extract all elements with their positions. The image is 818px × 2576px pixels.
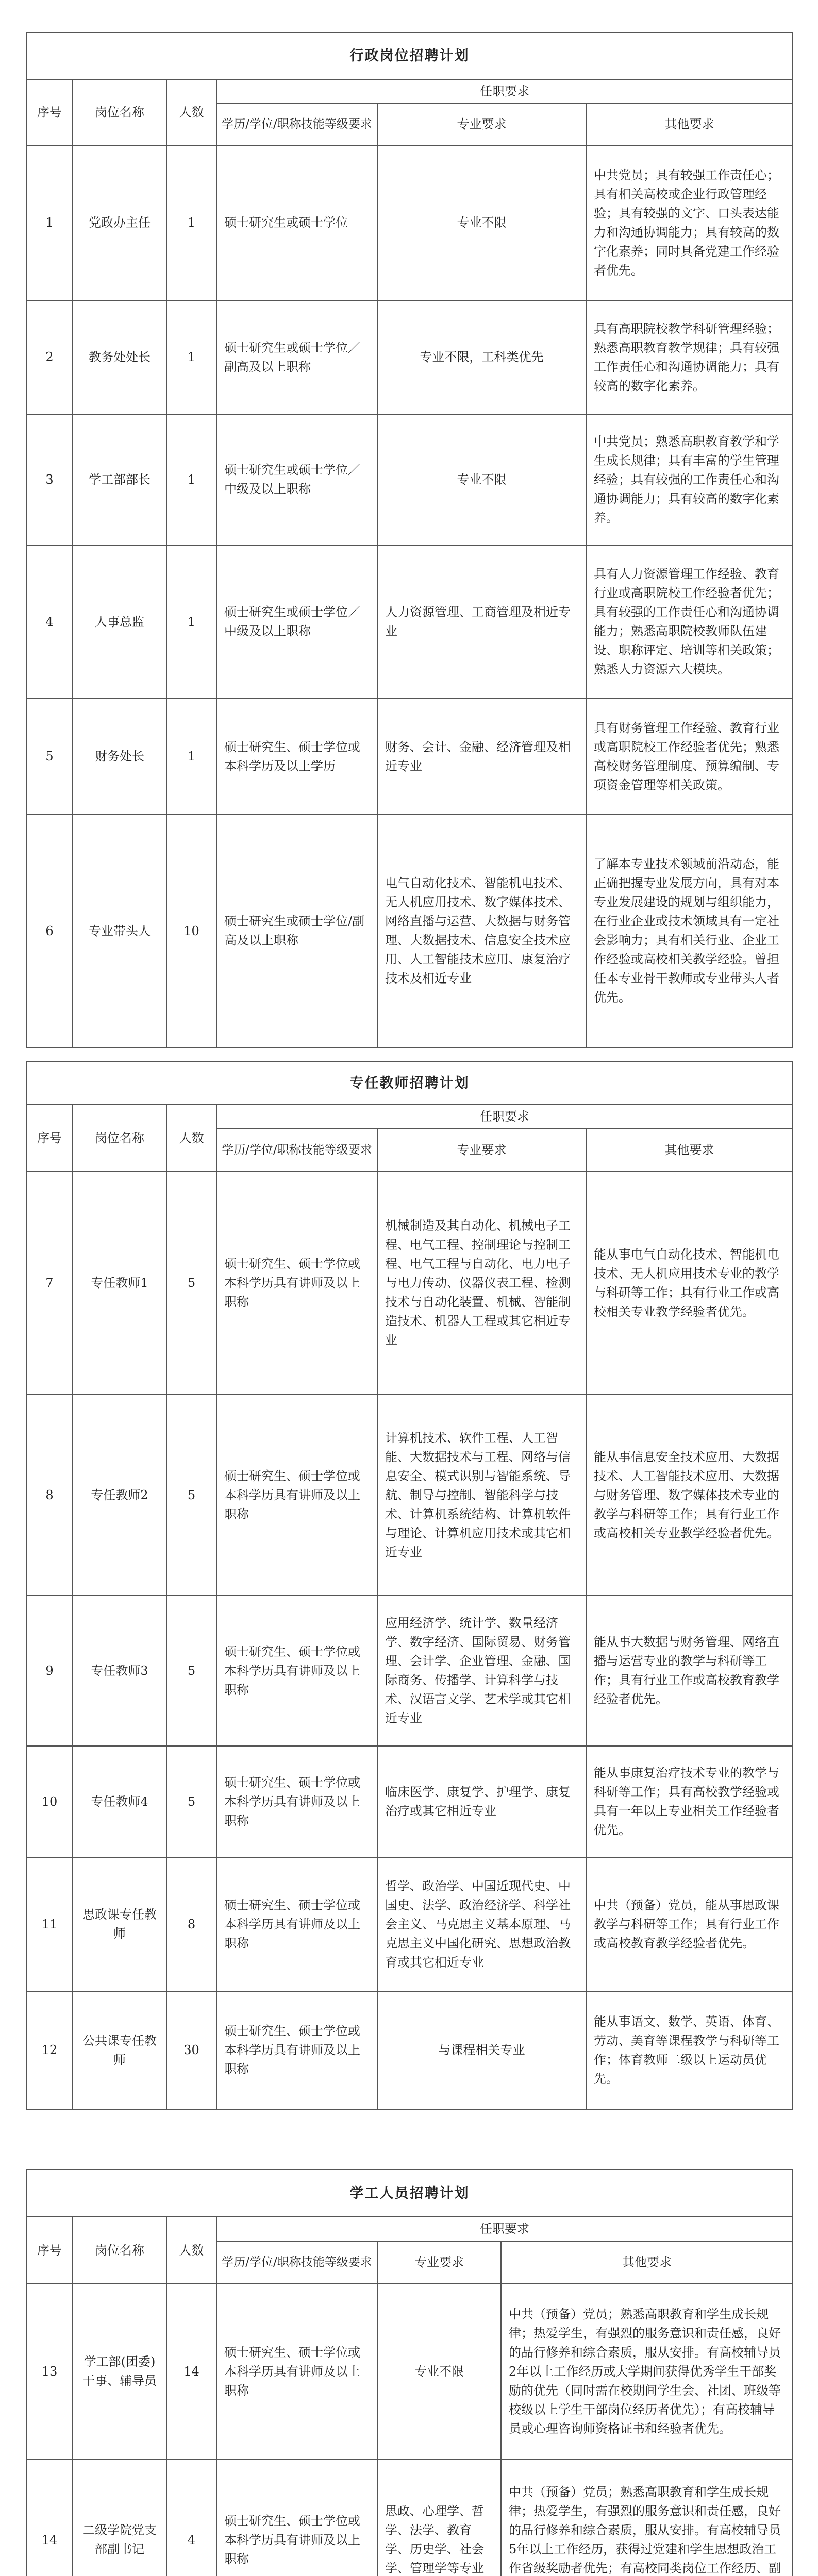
table-row bbox=[26, 2284, 793, 2459]
col-education: 学历/学位/职称技能等级要求 bbox=[216, 1129, 377, 1172]
col-major: 专业要求 bbox=[377, 2241, 501, 2284]
col-count: 人数 bbox=[166, 1105, 216, 1172]
row-education: 硕士研究生、硕士学位或本科学历具有讲师及以上职称 bbox=[216, 1172, 377, 1395]
col-seq: 序号 bbox=[26, 2217, 73, 2284]
row-count: 10 bbox=[166, 815, 216, 1047]
row-position: 专任教师3 bbox=[73, 1596, 166, 1746]
col-qualification: 任职要求 bbox=[216, 79, 793, 104]
row-position: 思政课专任教师 bbox=[73, 1857, 166, 1991]
col-other: 其他要求 bbox=[586, 104, 793, 145]
row-position: 人事总监 bbox=[73, 545, 166, 699]
row-count: 1 bbox=[166, 545, 216, 699]
row-position: 学工部部长 bbox=[73, 414, 166, 545]
row-position: 财务处长 bbox=[73, 699, 166, 815]
col-count: 人数 bbox=[166, 2217, 216, 2284]
row-count: 5 bbox=[166, 1746, 216, 1857]
col-other: 其他要求 bbox=[501, 2241, 793, 2284]
row-position: 学工部(团委)干事、辅导员 bbox=[73, 2284, 166, 2459]
row-other: 能从事语文、数学、英语、体育、劳动、美育等课程教学与科研等工作；体育教师二级以上运动员优先。 bbox=[586, 1991, 793, 2109]
row-major: 临床医学、康复学、护理学、康复治疗或其它相近专业 bbox=[377, 1746, 586, 1857]
row-major: 应用经济学、统计学、数量经济学、数字经济、国际贸易、财务管理、会计学、企业管理、金融、国际商务、传播学、计算科学与技术、汉语言文学、艺术学或其它相近专业 bbox=[377, 1596, 586, 1746]
row-seq: 4 bbox=[26, 545, 73, 699]
table-row bbox=[26, 1991, 793, 2109]
row-count: 5 bbox=[166, 1172, 216, 1395]
row-seq: 8 bbox=[26, 1395, 73, 1596]
table-row bbox=[26, 815, 793, 1047]
col-qualification: 任职要求 bbox=[216, 2217, 793, 2241]
row-other: 能从事信息安全技术应用、大数据技术、人工智能技术应用、大数据与财务管理、数字媒体技术专业的教学与科研等工作；具有行业工作或高校相关专业教学经验者优先。 bbox=[586, 1395, 793, 1596]
row-education: 硕士研究生或硕士学位 bbox=[216, 145, 377, 300]
row-seq: 12 bbox=[26, 1991, 73, 2109]
table-title: 专任教师招聘计划 bbox=[26, 1062, 793, 1105]
row-education: 硕士研究生、硕士学位或本科学历具有讲师及以上职称 bbox=[216, 2284, 377, 2459]
row-other: 中共党员；具有较强工作责任心；具有相关高校或企业行政管理经验；具有较强的文字、口头表达能力和沟通协调能力；具有较高的数字化素养；同时具备党建工作经验者优先。 bbox=[586, 145, 793, 300]
row-other: 具有高职院校教学科研管理经验；熟悉高职教育教学规律；具有较强工作责任心和沟通协调能力；具有较高的数字化素养。 bbox=[586, 300, 793, 414]
col-education: 学历/学位/职称技能等级要求 bbox=[216, 2241, 377, 2284]
row-count: 4 bbox=[166, 2459, 216, 2576]
row-count: 5 bbox=[166, 1596, 216, 1746]
row-seq: 2 bbox=[26, 300, 73, 414]
row-education: 硕士研究生或硕士学位／中级及以上职称 bbox=[216, 545, 377, 699]
row-seq: 3 bbox=[26, 414, 73, 545]
row-count: 8 bbox=[166, 1857, 216, 1991]
row-count: 1 bbox=[166, 414, 216, 545]
row-seq: 5 bbox=[26, 699, 73, 815]
admin-recruitment-table bbox=[26, 32, 792, 1048]
col-qualification: 任职要求 bbox=[216, 1105, 793, 1129]
row-major: 财务、会计、金融、经济管理及相近专业 bbox=[377, 699, 586, 815]
col-education: 学历/学位/职称技能等级要求 bbox=[216, 104, 377, 145]
row-count: 1 bbox=[166, 300, 216, 414]
table-row bbox=[26, 2459, 793, 2576]
table-row bbox=[26, 300, 793, 414]
row-other: 中共党员；熟悉高职教育教学和学生成长规律；具有丰富的学生管理经验；具有较强的工作责任心和沟通协调能力；具有较高的数字化素养。 bbox=[586, 414, 793, 545]
row-seq: 11 bbox=[26, 1857, 73, 1991]
row-position: 公共课专任教师 bbox=[73, 1991, 166, 2109]
row-major: 与课程相关专业 bbox=[377, 1991, 586, 2109]
row-seq: 6 bbox=[26, 815, 73, 1047]
row-major: 专业不限 bbox=[377, 145, 586, 300]
col-position: 岗位名称 bbox=[73, 1105, 166, 1172]
table-title: 学工人员招聘计划 bbox=[26, 2170, 793, 2217]
table-row bbox=[26, 414, 793, 545]
row-count: 1 bbox=[166, 145, 216, 300]
row-other: 能从事电气自动化技术、智能机电技术、无人机应用技术专业的教学与科研等工作；具有行业工作或高校相关专业教学经验者优先。 bbox=[586, 1172, 793, 1395]
row-other: 了解本专业技术领域前沿动态，能正确把握专业发展方向，具有对本专业发展建设的规划与组织能力，在行业企业或技术领域具有一定社会影响力；具有相关行业、企业工作经验或高校相关教学经验。曾担任本专业骨干教师或专业带头人者优先。 bbox=[586, 815, 793, 1047]
teacher-recruitment-table bbox=[26, 1061, 792, 2110]
row-education: 硕士研究生、硕士学位或本科学历具有讲师及以上职称 bbox=[216, 1395, 377, 1596]
row-education: 硕士研究生、硕士学位或本科学历具有讲师及以上职称 bbox=[216, 1746, 377, 1857]
row-position: 专任教师1 bbox=[73, 1172, 166, 1395]
row-position: 党政办主任 bbox=[73, 145, 166, 300]
row-major: 专业不限，工科类优先 bbox=[377, 300, 586, 414]
row-count: 1 bbox=[166, 699, 216, 815]
table-row bbox=[26, 699, 793, 815]
table-row bbox=[26, 1172, 793, 1395]
row-count: 5 bbox=[166, 1395, 216, 1596]
row-position: 二级学院党支部副书记 bbox=[73, 2459, 166, 2576]
row-position: 教务处处长 bbox=[73, 300, 166, 414]
row-education: 硕士研究生、硕士学位或本科学历及以上学历 bbox=[216, 699, 377, 815]
row-major: 计算机技术、软件工程、人工智能、大数据技术与工程、网络与信息安全、模式识别与智能系统、导航、制导与控制、智能科学与技术、计算机系统结构、计算机软件与理论、计算机应用技术或其它相近专业 bbox=[377, 1395, 586, 1596]
table-row bbox=[26, 1596, 793, 1746]
row-other: 中共（预备）党员；熟悉高职教育和学生成长规律；热爱学生，有强烈的服务意识和责任感，良好的品行修养和综合素质，服从安排。有高校辅导员2年以上工作经历或大学期间获得优秀学生干部奖励的优先（同时需在校期间学生会、社团、班级等校级以上学生干部岗位经历者优先）；有高校辅导员或心理咨询师资格证书和经验者优先。 bbox=[501, 2284, 793, 2459]
table-row bbox=[26, 545, 793, 699]
row-seq: 1 bbox=[26, 145, 73, 300]
row-major: 思政、心理学、哲学、法学、教育学、历史学、社会学、管理学等专业 bbox=[377, 2459, 501, 2576]
row-other: 中共（预备）党员，能从事思政课教学与科研等工作；具有行业工作或高校教育教学经验者优先。 bbox=[586, 1857, 793, 1991]
row-seq: 10 bbox=[26, 1746, 73, 1857]
table-row bbox=[26, 1857, 793, 1991]
row-education: 硕士研究生或硕士学位/副高及以上职称 bbox=[216, 815, 377, 1047]
col-seq: 序号 bbox=[26, 1105, 73, 1172]
row-other: 中共（预备）党员；熟悉高职教育和学生成长规律；热爱学生，有强烈的服务意识和责任感，良好的品行修养和综合素质，服从安排。有高校辅导员5年以上工作经历，获得过党建和学生思想政治工作省级奖励者优先；有高校同类岗位工作经历、副 bbox=[501, 2459, 793, 2576]
row-other: 能从事大数据与财务管理、网络直播与运营专业的教学与科研等工作；具有行业工作或高校教育教学经验者优先。 bbox=[586, 1596, 793, 1746]
row-other: 具有人力资源管理工作经验、教育行业或高职院校工作经验者优先；具有较强的工作责任心和沟通协调能力；熟悉高职院校教师队伍建设、职称评定、培训等相关政策；熟悉人力资源六大模块。 bbox=[586, 545, 793, 699]
col-other: 其他要求 bbox=[586, 1129, 793, 1172]
row-position: 专任教师2 bbox=[73, 1395, 166, 1596]
col-major: 专业要求 bbox=[377, 1129, 586, 1172]
col-position: 岗位名称 bbox=[73, 2217, 166, 2284]
row-major: 专业不限 bbox=[377, 414, 586, 545]
row-other: 能从事康复治疗技术专业的教学与科研等工作；具有高校教学经验或具有一年以上专业相关工作经验者优先。 bbox=[586, 1746, 793, 1857]
table-row bbox=[26, 1746, 793, 1857]
col-seq: 序号 bbox=[26, 79, 73, 145]
table-row bbox=[26, 145, 793, 300]
row-seq: 9 bbox=[26, 1596, 73, 1746]
row-count: 14 bbox=[166, 2284, 216, 2459]
row-education: 硕士研究生、硕士学位或本科学历具有讲师及以上职称 bbox=[216, 2459, 377, 2576]
row-seq: 13 bbox=[26, 2284, 73, 2459]
row-education: 硕士研究生、硕士学位或本科学历具有讲师及以上职称 bbox=[216, 1596, 377, 1746]
row-position: 专任教师4 bbox=[73, 1746, 166, 1857]
row-education: 硕士研究生、硕士学位或本科学历具有讲师及以上职称 bbox=[216, 1857, 377, 1991]
col-major: 专业要求 bbox=[377, 104, 586, 145]
student-affairs-recruitment-table bbox=[26, 2169, 792, 2576]
row-count: 30 bbox=[166, 1991, 216, 2109]
row-major: 哲学、政治学、中国近现代史、中国史、法学、政治经济学、科学社会主义、马克思主义基本原理、马克思主义中国化研究、思想政治教育或其它相近专业 bbox=[377, 1857, 586, 1991]
row-seq: 7 bbox=[26, 1172, 73, 1395]
row-education: 硕士研究生或硕士学位／中级及以上职称 bbox=[216, 414, 377, 545]
row-major: 电气自动化技术、智能机电技术、无人机应用技术、数字媒体技术、网络直播与运营、大数据与财务管理、大数据技术、信息安全技术应用、人工智能技术应用、康复治疗技术及相近专业 bbox=[377, 815, 586, 1047]
col-count: 人数 bbox=[166, 79, 216, 145]
col-position: 岗位名称 bbox=[73, 79, 166, 145]
row-major: 人力资源管理、工商管理及相近专业 bbox=[377, 545, 586, 699]
row-education: 硕士研究生或硕士学位／副高及以上职称 bbox=[216, 300, 377, 414]
row-major: 机械制造及其自动化、机械电子工程、电气工程、控制理论与控制工程、电气工程与自动化、电力电子与电力传动、仪器仪表工程、检测技术与自动化装置、机械、智能制造技术、机器人工程或其它相近专业 bbox=[377, 1172, 586, 1395]
row-other: 具有财务管理工作经验、教育行业或高职院校工作经验者优先；熟悉高校财务管理制度、预算编制、专项资金管理等相关政策。 bbox=[586, 699, 793, 815]
row-seq: 14 bbox=[26, 2459, 73, 2576]
row-position: 专业带头人 bbox=[73, 815, 166, 1047]
row-major: 专业不限 bbox=[377, 2284, 501, 2459]
table-title: 行政岗位招聘计划 bbox=[26, 32, 793, 79]
table-row bbox=[26, 1395, 793, 1596]
row-education: 硕士研究生、硕士学位或本科学历具有讲师及以上职称 bbox=[216, 1991, 377, 2109]
